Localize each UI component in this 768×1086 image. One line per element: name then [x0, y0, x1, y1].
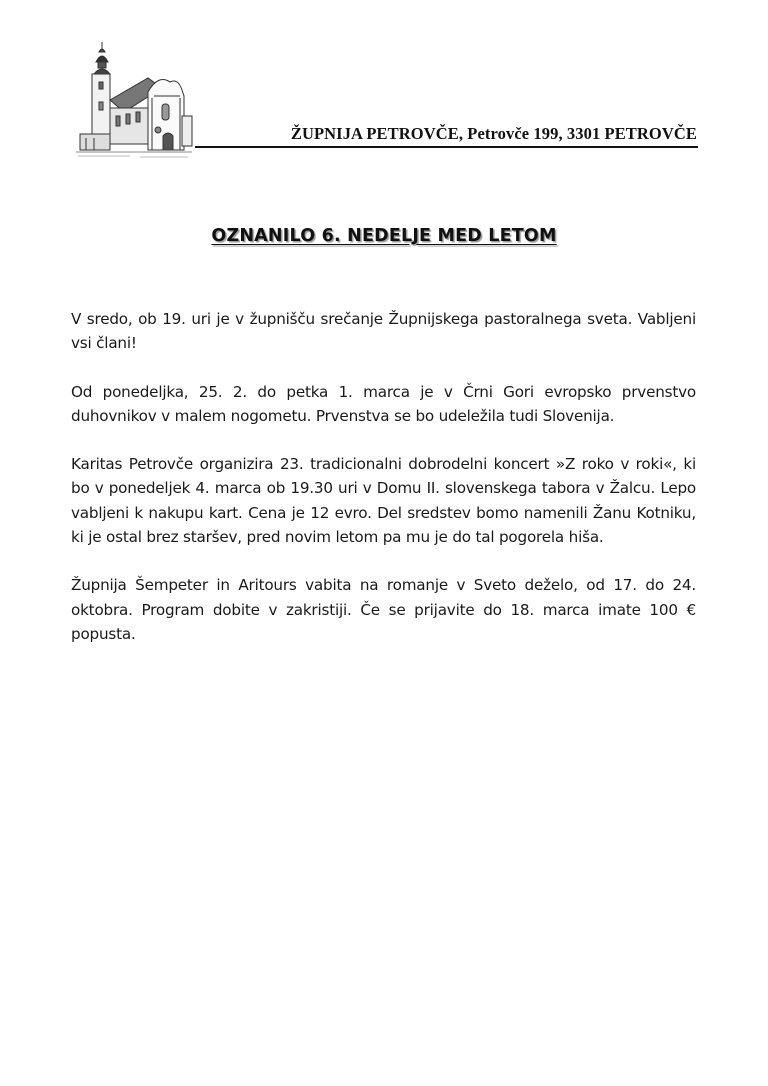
paragraph-charity-concert: Karitas Petrovče organizira 23. tradicionalni dobrodelni koncert »Z roko v roki«, ki bo v ponedeljek 4. marca ob 19.30 uri v Domu II. slovenskega tabora v Žalcu. Lepo vabljeni k nakupu kart. Cena je 12 evro. Del sredstev bomo namenili Žanu Kotniku, ki je ostal brez staršev, pred novim letom pa mu je do tal pogorela hiša.: [71, 455, 696, 547]
church-logo-icon: [70, 38, 194, 162]
parish-address-header: ŽUPNIJA PETROVČE, Petrovče 199, 3301 PETROVČE: [290, 124, 697, 143]
paragraph-football-championship: Od ponedeljka, 25. 2. do petka 1. marca je v Črni Gori evropsko prvenstvo duhovnikov v malem nogometu. Prvenstva se bo udeležila tudi Slovenija.: [71, 382, 696, 425]
announcement-body: [71, 307, 696, 670]
announcement-title-container: [0, 226, 768, 246]
announcement-title: OZNANILO 6. NEDELJE MED LETOM: [211, 226, 557, 246]
paragraph-council-meeting: V sredo, ob 19. uri je v župnišču srečanje Župnijskega pastoralnega sveta. Vabljeni vsi člani!: [71, 310, 696, 353]
header-divider: [195, 146, 698, 148]
paragraph-pilgrimage: Župnija Šempeter in Aritours vabita na romanje v Sveto deželo, od 17. do 24. oktobra. Program dobite v zakristiji. Če se prijavite do 18. marca imate 100 € popusta.: [71, 576, 696, 643]
